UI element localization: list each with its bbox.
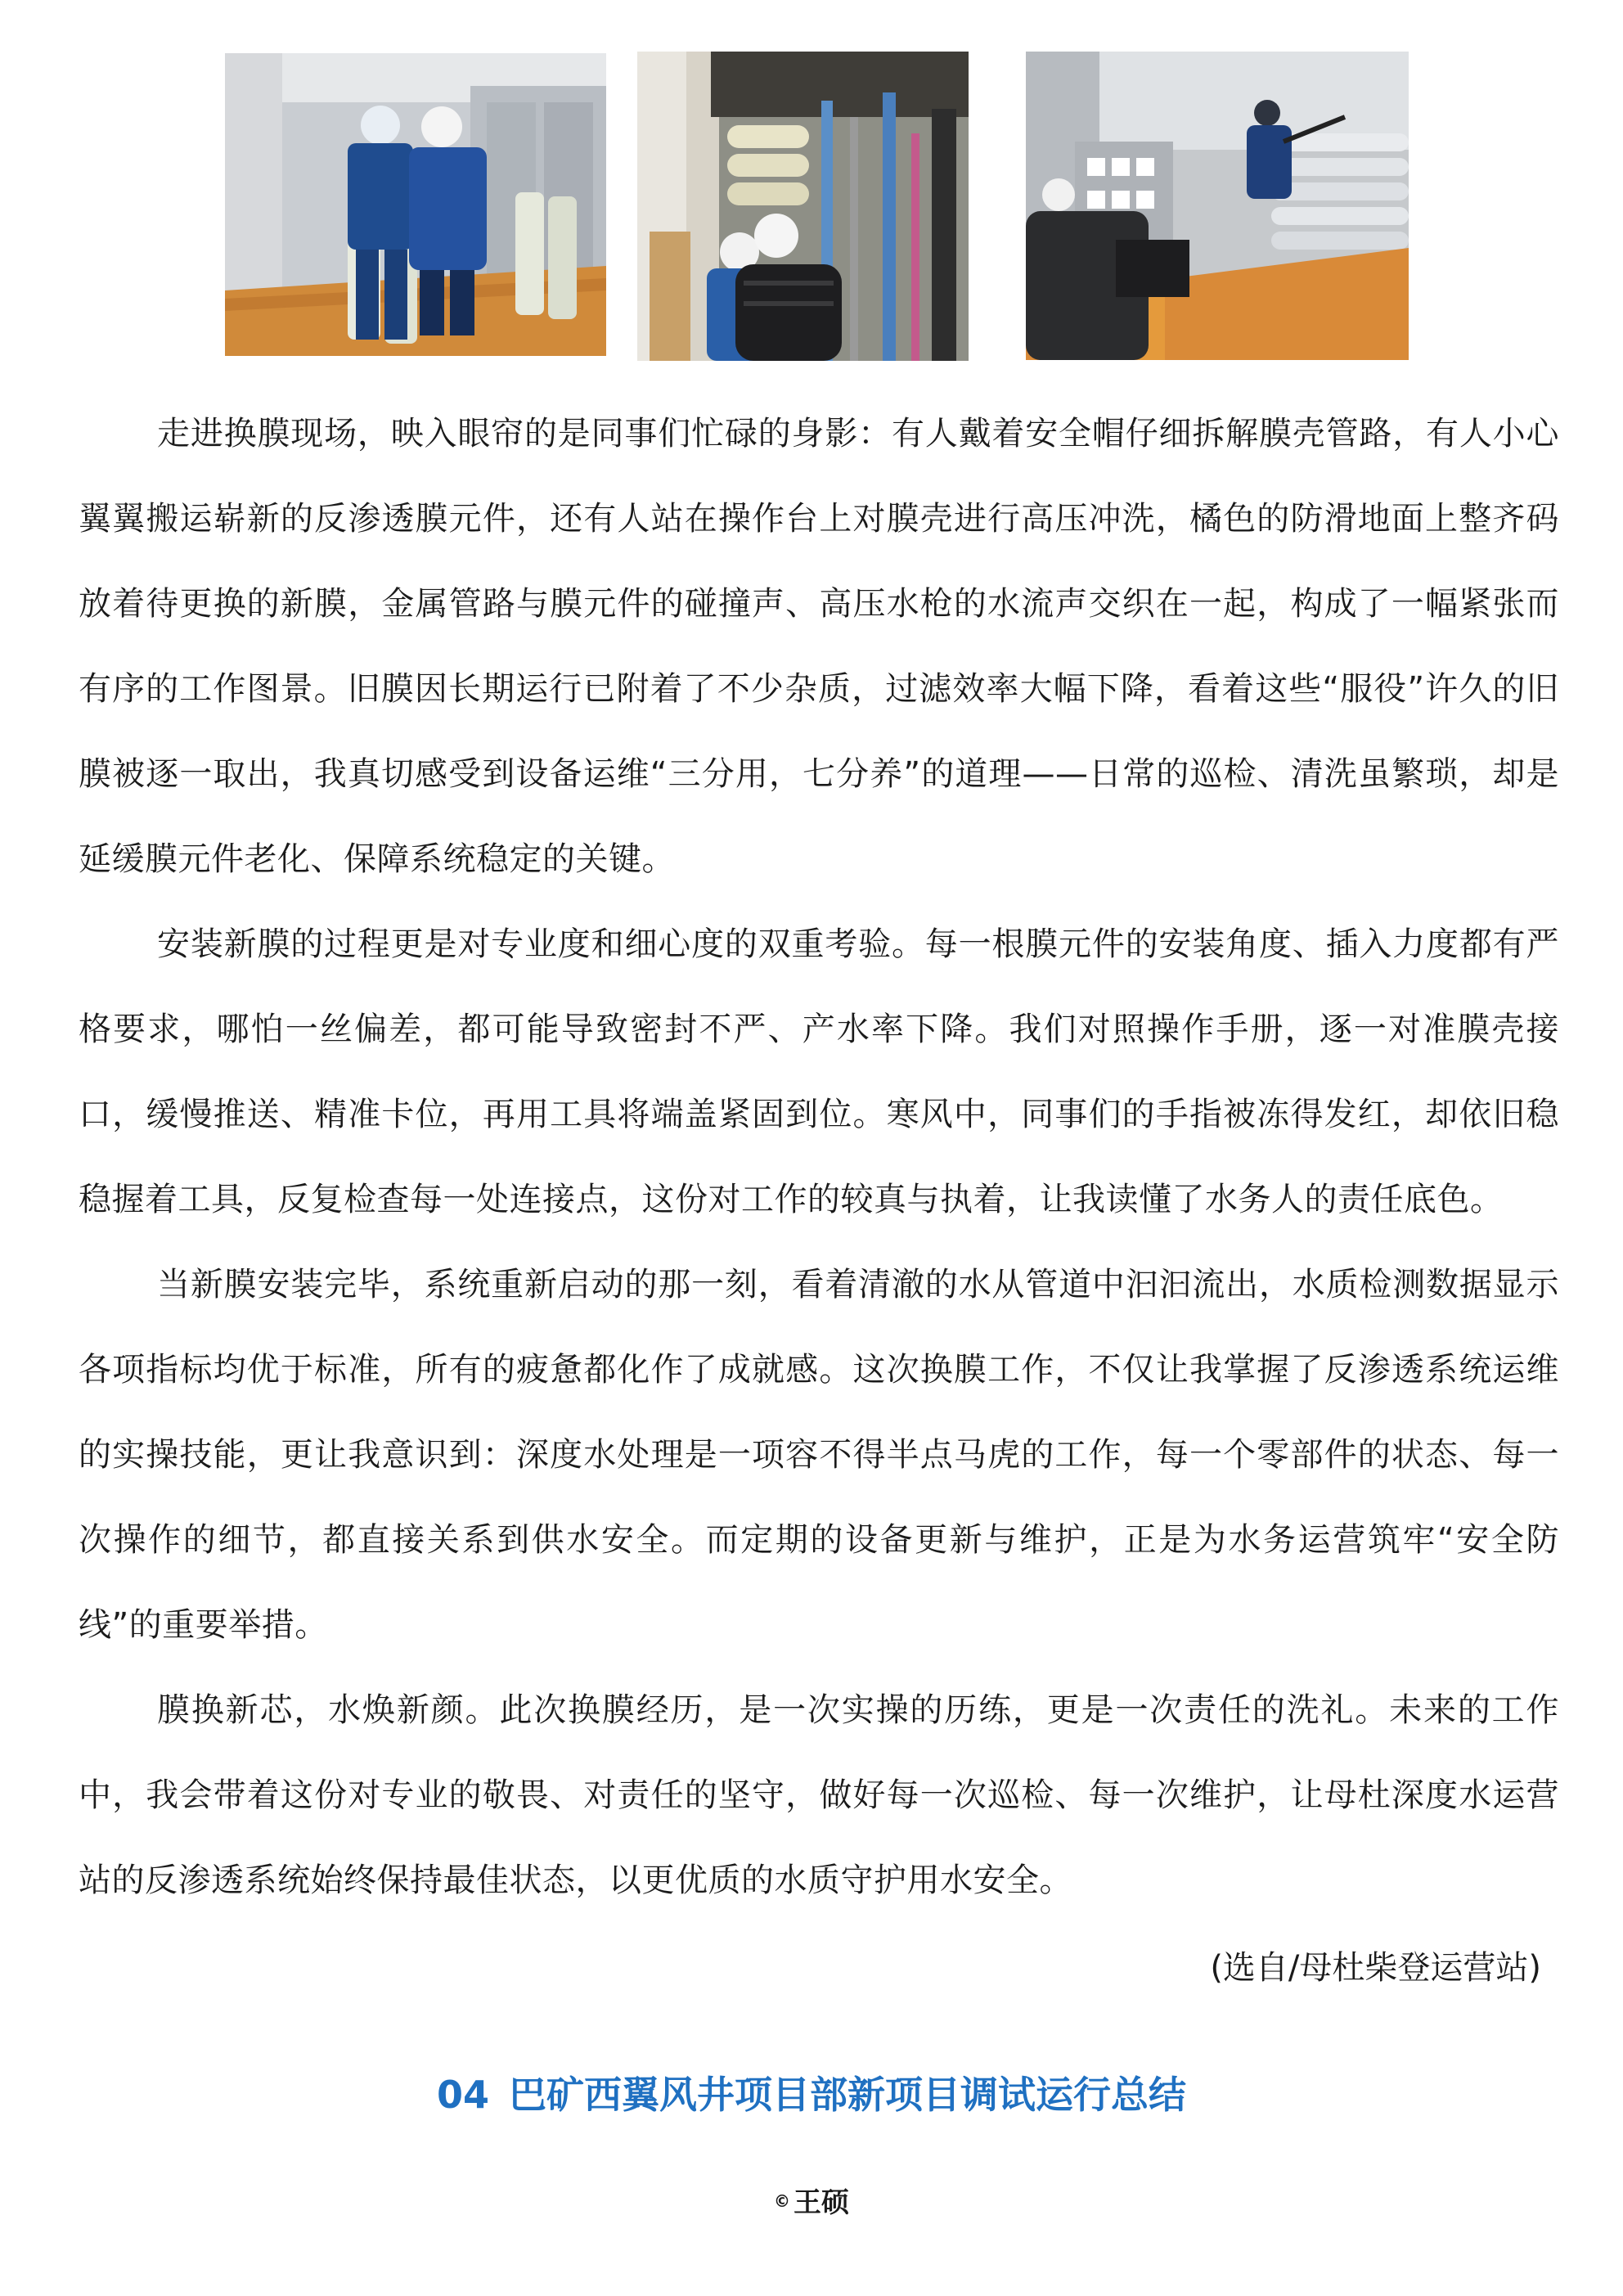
author-name: 王硕 [794, 2186, 849, 2219]
paragraph-1: 走进换膜现场，映入眼帘的是同事们忙碌的身影：有人戴着安全帽仔细拆解膜壳管路，有人小心翼翼搬运崭新的反渗透膜元件，还有人站在操作台上对膜壳进行高压冲洗，橘色的防滑地面上整齐码放着待更换的新膜，金属管路与膜元件的碰撞声、高压水枪的水流声交织在一起，构成了一幅紧张而有序的工作图景。旧膜因长期运行已附着了不少杂质，过滤效率大幅下降，看着这些“服役”许久的旧膜被逐一取出，我真切感受到设备运维“三分用，七分养”的道理——日常的巡检、清洗虽繁琐，却是延缓膜元件老化、保障系统稳定的关键。 [79, 415, 1559, 878]
photo-workers-carrying-membranes [225, 53, 606, 356]
paragraph-2: 安装新膜的过程更是对专业度和细心度的双重考验。每一根膜元件的安装角度、插入力度都有严格要求，哪怕一丝偏差，都可能导致密封不严、产水率下降。我们对照操作手册，逐一对准膜壳接口，缓慢推送、精准卡位，再用工具将端盖紧固到位。寒风中，同事们的手指被冻得发红，却依旧稳稳握着工具，反复检查每一处连接点，这份对工作的较真与执着，让我读懂了水务人的责任底色。 [79, 925, 1559, 1218]
paragraph-4: 膜换新芯，水焕新颜。此次换膜经历，是一次实操的历练，更是一次责任的洗礼。未来的工作中，我会带着这份对专业的敬畏、对责任的坚守，做好每一次巡检、每一次维护，让母杜深度水运营站的反渗透系统始终保持最佳状态，以更优质的水质守护用水安全。 [79, 1691, 1559, 1899]
section-heading [0, 2070, 1623, 2119]
section-number: 04 [436, 2073, 489, 2117]
photo-worker-high-pressure-washing [1026, 52, 1409, 360]
article-body [79, 391, 1559, 1923]
article-source: (选自/母杜柴登运营站) [1210, 1949, 1541, 1987]
copyright-mark: © [774, 2191, 790, 2211]
paragraph-3: 当新膜安装完毕，系统重新启动的那一刻，看着清澈的水从管道中汩汩流出，水质检测数据显示各项指标均优于标准，所有的疲惫都化作了成就感。这次换膜工作，不仅让我掌握了反渗透系统运维的实操技能，更让我意识到：深度水处理是一项容不得半点马虎的工作，每一个零部件的状态、每一次操作的细节，都直接关系到供水安全。而定期的设备更新与维护，正是为水务运营筑牢“安全防线”的重要举措。 [79, 1266, 1559, 1644]
photo-workers-at-pipe-rack [637, 52, 969, 361]
section-title-text: 巴矿西翼风井项目部新项目调试运行总结 [509, 2073, 1186, 2117]
author-line [0, 2181, 1623, 2223]
